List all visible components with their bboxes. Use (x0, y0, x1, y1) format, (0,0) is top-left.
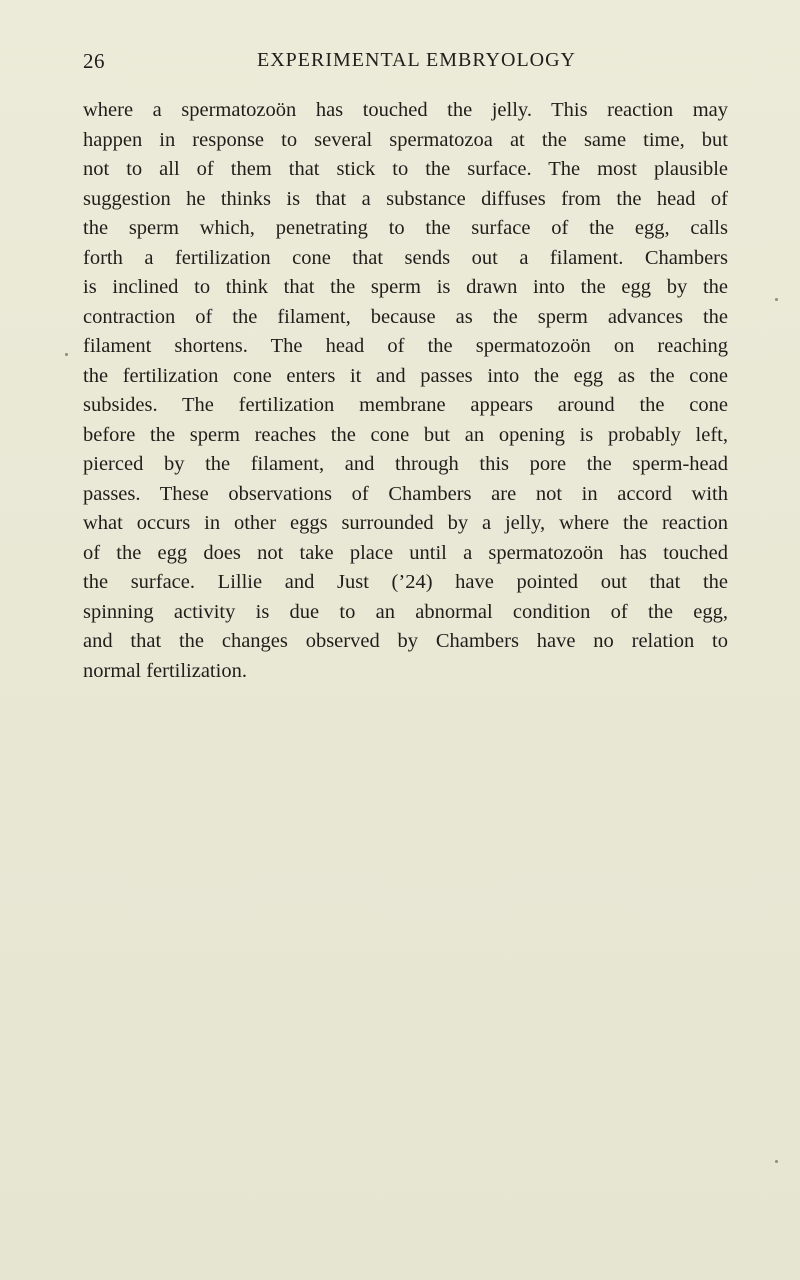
running-title: EXPERIMENTAL EMBRYOLOGY (257, 49, 576, 71)
paper-speck (775, 1160, 778, 1163)
text-line: where a spermatozoön has touched the jelly. This reaction may (83, 99, 728, 121)
text-line: of the egg does not take place until a spermatozoön has touched (83, 541, 728, 564)
text-line: subsides. The fertilization membrane appears around the cone (83, 394, 728, 416)
text-line: spinning activity is due to an abnormal condition of the egg, (83, 600, 728, 623)
text-line: the fertilization cone enters it and passes into the egg as the cone (83, 364, 728, 387)
text-line: is inclined to think that the sperm is drawn into the egg by the (83, 276, 728, 298)
text-line: happen in response to several spermatozoa at the same time, but (83, 128, 728, 151)
text-line: contraction of the filament, because as the sperm advances the (83, 305, 728, 328)
text-line: filament shortens. The head of the spermatozoön on reaching (83, 335, 728, 357)
text-line: before the sperm reaches the cone but an opening is probably left, (83, 423, 728, 446)
text-line: what occurs in other eggs surrounded by a jelly, where the reaction (83, 512, 728, 534)
paper-speck (775, 298, 778, 301)
text-line: the sperm which, penetrating to the surface of the egg, calls (83, 217, 728, 239)
text-line: normal fertilization. (83, 659, 247, 682)
page-number: 26 (83, 49, 105, 73)
text-line: passes. These observations of Chambers are not in accord with (83, 482, 728, 505)
paper-speck (65, 353, 68, 356)
text-line: forth a fertilization cone that sends out a filament. Chambers (83, 246, 728, 269)
running-head (83, 49, 733, 77)
text-line: not to all of them that stick to the surface. The most plausible (83, 158, 728, 180)
text-line: and that the changes observed by Chambers have no relation to (83, 630, 728, 652)
body-paragraph (83, 96, 728, 686)
text-line: the surface. Lillie and Just (’24) have pointed out that the (83, 571, 728, 593)
text-line: pierced by the filament, and through this pore the sperm-head (83, 453, 728, 475)
text-line: suggestion he thinks is that a substance diffuses from the head of (83, 187, 728, 210)
